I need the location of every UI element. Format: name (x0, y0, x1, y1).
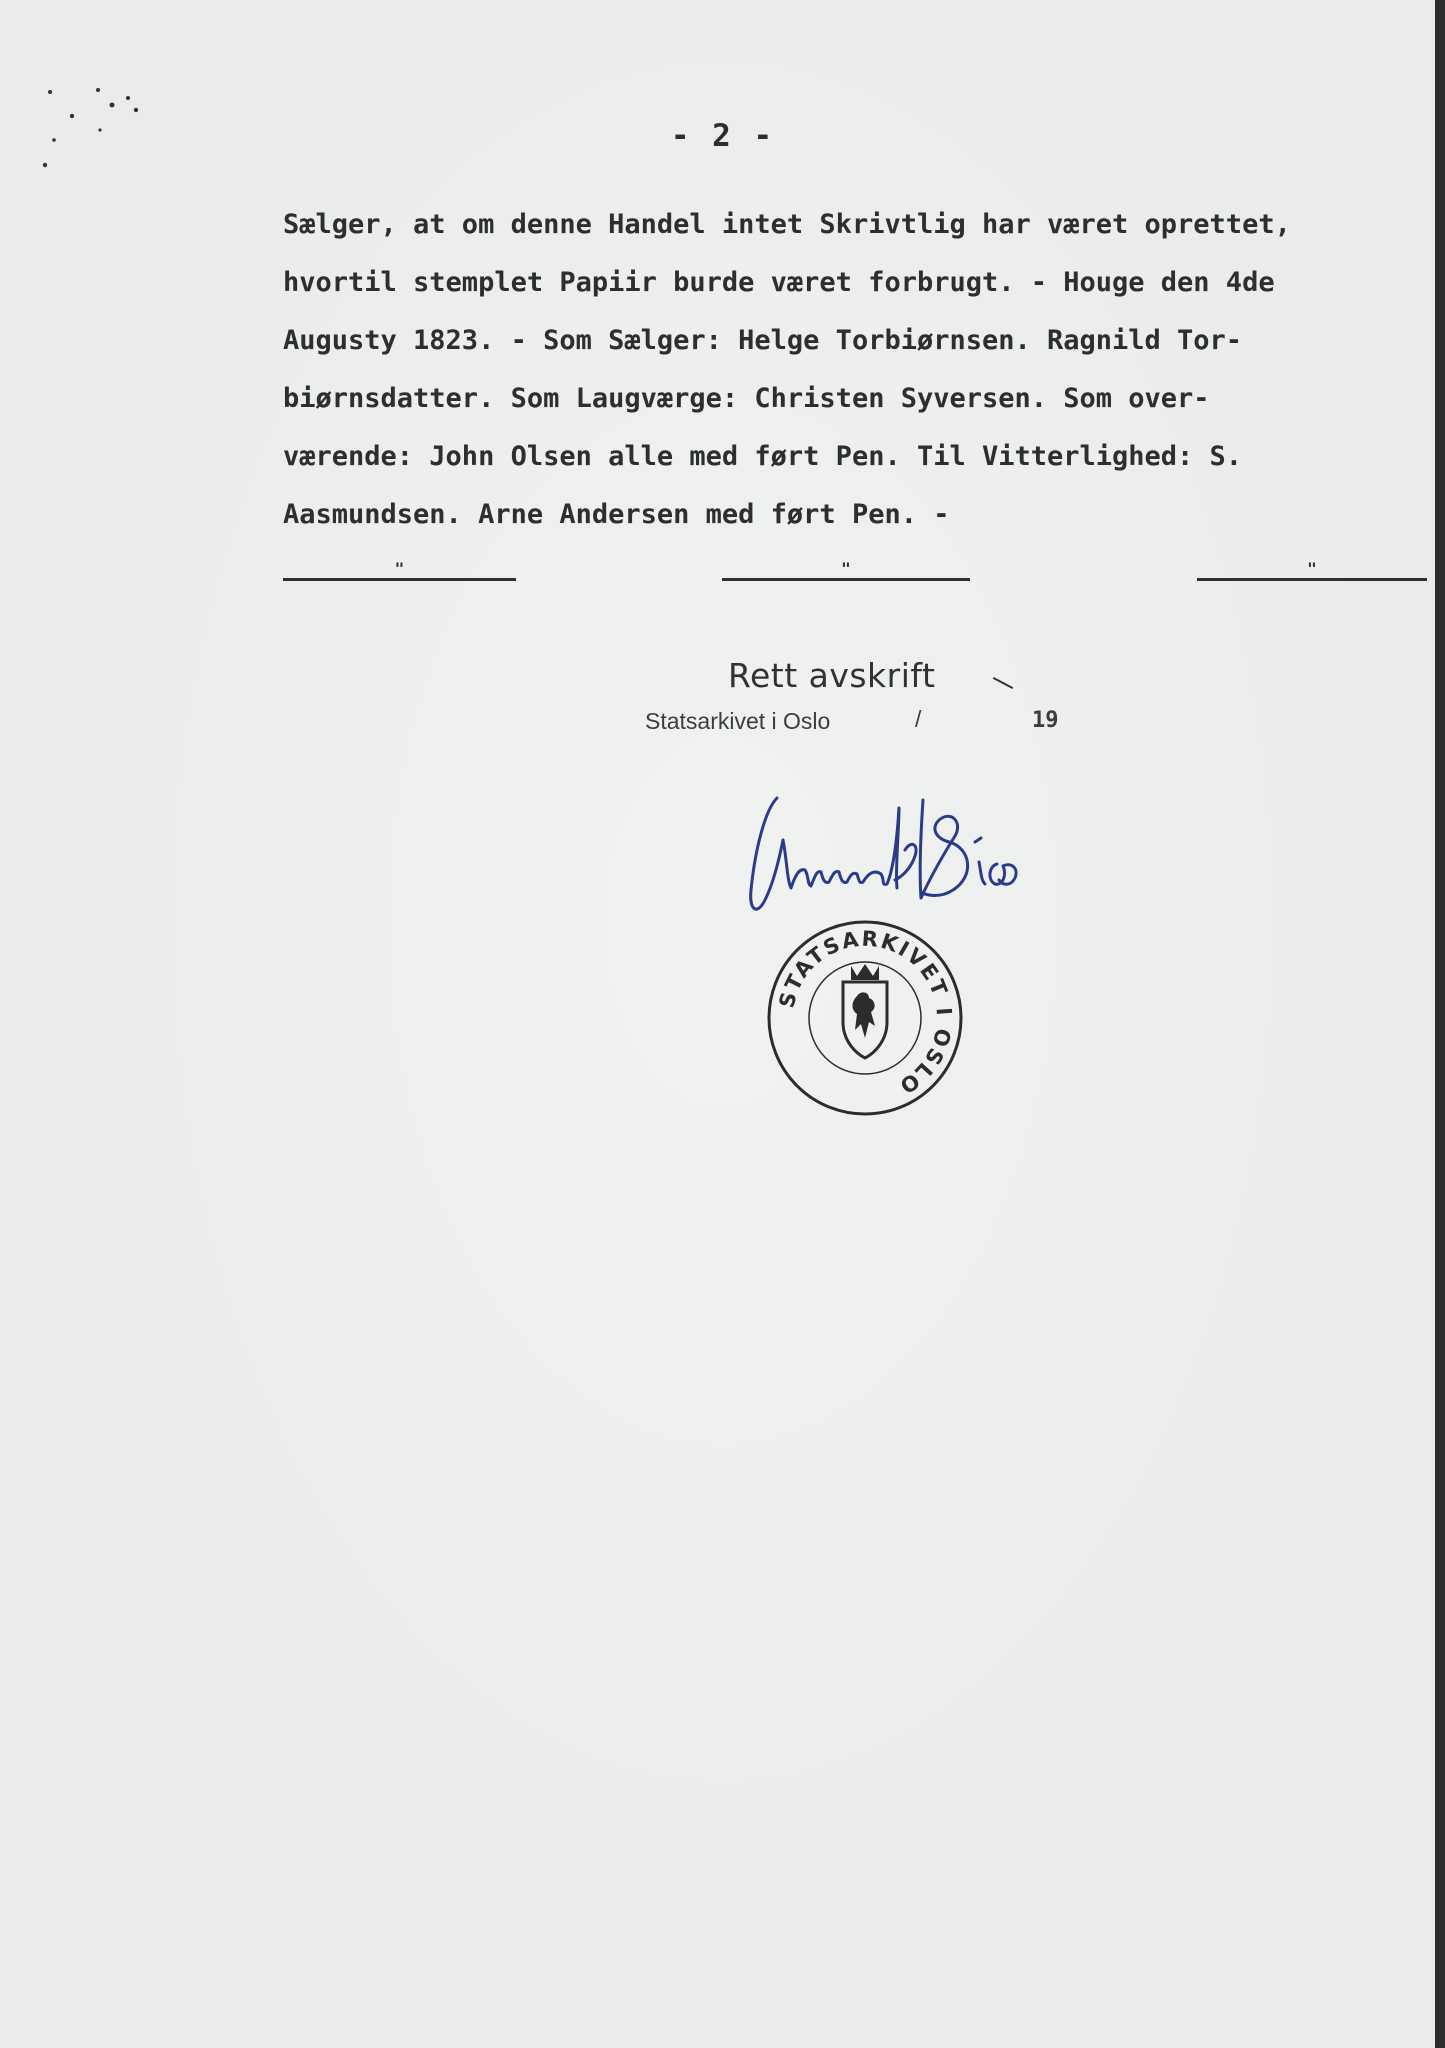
text-line: hvortil stemplet Papiir burde været forbrugt. - Houge den 4de (283, 267, 1275, 298)
page-number: - 2 - (670, 118, 775, 154)
text-line: Sælger, at om denne Handel intet Skrivtlig har været oprettet, (283, 209, 1291, 240)
certification-archive-line (645, 706, 1059, 735)
separator-line-left (283, 559, 516, 584)
scan-edge (1435, 0, 1445, 2048)
archive-label: Statsarkivet i Oslo (645, 708, 831, 734)
ditto-mark: " (1307, 559, 1317, 578)
date-slash: / (915, 706, 922, 732)
year-prefix: 19 (1032, 708, 1059, 733)
certification-dash (993, 677, 1013, 689)
text-line: Aasmundsen. Arne Andersen med ført Pen. - (283, 499, 950, 530)
text-line: værende: John Olsen alle med ført Pen. Til Vitterlighed: S. (283, 441, 1243, 472)
separator-line-middle (722, 559, 970, 584)
ditto-mark: " (841, 559, 851, 578)
text-line: biørnsdatter. Som Laugværge: Christen Syversen. Som over- (283, 383, 1210, 414)
certification-title: Rett avskrift (728, 656, 936, 695)
archive-stamp (765, 918, 965, 1118)
coat-of-arms-icon (843, 964, 887, 1058)
typed-body-text (283, 205, 1403, 553)
stamp-text: STATSARKIVET I OSLO (774, 926, 957, 1100)
separator-line-right (1197, 559, 1427, 584)
handwritten-signature (735, 780, 1065, 930)
text-line: Augusty 1823. - Som Sælger: Helge Torbiørnsen. Ragnild Tor- (283, 325, 1243, 356)
ditto-mark: " (394, 559, 405, 578)
